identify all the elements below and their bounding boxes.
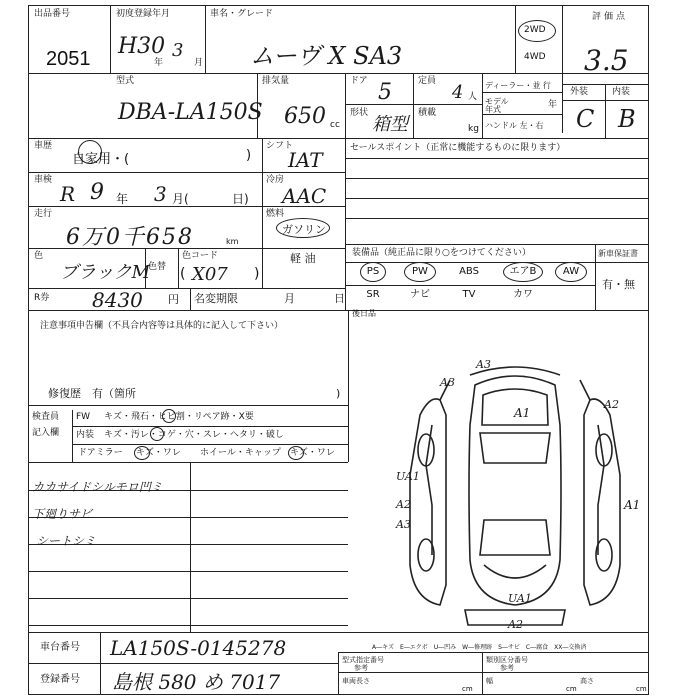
registration-month: 月 [284, 292, 295, 305]
mark-ua1-rear: UA1 [508, 592, 532, 605]
registration-day: 日 [334, 292, 345, 305]
mileage-value: 6万0千658 [66, 225, 194, 250]
equip-pw: PW [412, 266, 428, 277]
mirror-opts: キズ・ワレ [136, 448, 181, 458]
mark-ua1-left: UA1 [396, 470, 420, 483]
rear-items-label: 後日品 [352, 309, 376, 318]
load-label: 積載 [418, 108, 437, 118]
repair-label: 修復歴 有（箇所 [48, 387, 136, 400]
plate-value: 島根 580 め 7017 [112, 670, 281, 694]
equip-abs: ABS [459, 266, 479, 277]
first-reg-label: 初度登録年月 [116, 9, 171, 19]
plate-label: 登録番号 [40, 674, 80, 685]
exterior-score: C [576, 105, 595, 133]
interior-insp-text: キズ・汚レ・コゲ・穴・スレ・ヘタリ・破し [104, 430, 284, 440]
note-3: シートシミ [36, 534, 97, 548]
fuel-light: 軽 油 [290, 252, 316, 265]
equip-leather: カワ [513, 289, 533, 300]
capacity-unit: 人 [468, 92, 478, 102]
steering-label: ハンドル 左・右 [485, 121, 544, 130]
inspection-day-unit: 日) [232, 192, 249, 206]
type-value: DBA-LA150S [118, 100, 263, 125]
length-label: 車両長さ [342, 677, 370, 685]
wheel-opts: キズ・ワレ [290, 448, 335, 458]
equipment-label: 装備品（純正品に限り○をつけてください） [352, 248, 531, 258]
drive-2wd: 2WD [524, 25, 546, 35]
class-label: 類別区分番号 [486, 656, 528, 664]
ac-label: 冷房 [266, 175, 285, 185]
cert-sub: 参考 [354, 664, 368, 672]
ac-value: AAC [282, 184, 327, 208]
mark-a1-side: A1 [624, 498, 641, 512]
fuel-label: 燃料 [266, 209, 285, 219]
capacity-label: 定員 [418, 76, 437, 86]
displacement-unit: cc [330, 120, 340, 130]
mark-a2-left: A2 [396, 498, 411, 511]
note-1: カカサイドシルモロ凹ミ [32, 480, 163, 494]
displacement-value: 650 [284, 104, 326, 129]
height-unit: cm [636, 685, 647, 693]
recycle-value: 8430 [92, 288, 143, 312]
colorcode-value: X07 [192, 264, 228, 285]
exterior-label: 外装 [570, 87, 589, 97]
mark-a1-roof: A1 [514, 406, 531, 420]
sales-point-label: セールスポイント（正常に機能するものに限ります） [350, 143, 566, 153]
mileage-label: 走行 [34, 209, 53, 219]
shape-value: 箱型 [372, 114, 408, 135]
interior-circle [150, 427, 164, 441]
mirror-text: ドアミラー [78, 448, 123, 458]
fuel-value: ガソリン [282, 223, 326, 236]
modelyear-unit: 年 [548, 100, 558, 110]
load-unit: kg [468, 124, 479, 134]
colorcode-label: 色コード [182, 251, 219, 261]
mark-a3-left: A3 [440, 376, 455, 389]
recycle-unit: 円 [168, 293, 179, 306]
shift-label: シフト [266, 141, 294, 151]
chassis-label: 車台番号 [40, 642, 80, 653]
inspection-month: 3 [154, 182, 167, 206]
first-reg-year: H30 [118, 34, 166, 59]
notes-label: 注意事項申告欄（不具合内容等は具体的に記入して下さい） [40, 321, 284, 331]
model-label: 車名・グレード [210, 9, 274, 19]
width-label: 幅 [486, 677, 493, 685]
inspection-year: 9 [90, 180, 104, 205]
lot-number: 2051 [46, 48, 91, 70]
drive-4wd: 4WD [524, 52, 546, 62]
height-label: 高さ [580, 677, 594, 685]
fw-label: FW [76, 412, 91, 422]
equip-pw-circle [404, 262, 436, 282]
interior-label: 内装 [612, 87, 631, 97]
inspection-label: 車検 [34, 175, 53, 185]
score-label: 評価点 [592, 12, 629, 22]
width-unit: cm [566, 685, 577, 693]
interior-score: B [618, 105, 636, 133]
mark-a3-top: A3 [476, 358, 491, 371]
warranty-value: 有・無 [602, 278, 635, 291]
lot-label: 出品番号 [34, 9, 71, 19]
color-value: ブラックM [60, 262, 151, 283]
fw-circle [162, 409, 176, 423]
inspection-month-unit: 月( [172, 192, 189, 206]
wheel-text: ホイール・キャップ [200, 448, 281, 458]
shift-value: IAT [288, 148, 323, 172]
warranty-label: 新車保証書 [598, 249, 638, 258]
equip-tv: TV [462, 289, 476, 300]
damage-legend: A―キズ E―エクボ U―凹み W―修理跡 S―サビ C―腐食 XX―交換済 [372, 644, 587, 651]
first-reg-year-unit: 年 [154, 58, 164, 68]
recycle-label: R券 [34, 293, 50, 303]
equip-ps: PS [366, 266, 380, 277]
equip-aw-circle [555, 262, 587, 282]
registration-label: 名変期限 [194, 292, 238, 305]
doors-label: ドア [350, 76, 368, 86]
equip-navi: ナビ [410, 289, 430, 300]
modelyear-label: モデル年式 [485, 97, 509, 114]
inspection-year-unit: 年 [116, 192, 129, 206]
wheel-circle [288, 446, 304, 460]
first-reg-month: 3 [172, 40, 184, 61]
interior-insp-label: 内装 [76, 430, 95, 440]
equip-ps-circle [360, 262, 386, 282]
color-change-label: 色替 [148, 262, 167, 272]
repair-close: ) [336, 387, 341, 400]
model-value: ムーヴ X SA3 [250, 42, 403, 70]
inspection-era: R [60, 182, 76, 206]
equip-airbag-circle [503, 262, 543, 282]
cert-label: 型式指定番号 [342, 656, 384, 664]
inspector-label-1: 検査員 [32, 412, 60, 422]
mileage-unit: km [226, 237, 239, 246]
colorcode-close-paren: ) [254, 266, 260, 282]
displacement-label: 排気量 [262, 76, 290, 86]
doors-value: 5 [378, 80, 392, 105]
equip-aw: AW [562, 266, 580, 277]
fw-text: キズ・飛石・ヒビ割・リペア跡・X要 [104, 412, 254, 422]
equip-sr: SR [366, 289, 380, 300]
usage-value: 自家用・( [72, 152, 130, 167]
note-2: 下廻りサビ [32, 507, 93, 521]
mirror-circle [134, 446, 150, 460]
class-sub: 参考 [500, 664, 514, 672]
equip-airbag: エアB [509, 266, 537, 277]
usage-label: 車歴 [34, 141, 53, 151]
inspector-label-2: 記入欄 [32, 428, 60, 438]
type-label: 型式 [116, 76, 135, 86]
chassis-value: LA150S-0145278 [110, 636, 287, 660]
score-value: 3.5 [584, 44, 629, 77]
dealer-label: ディーラー・並 行 [485, 81, 551, 90]
color-label: 色 [34, 251, 44, 261]
mark-a2-right: A2 [604, 398, 619, 411]
length-unit: cm [462, 685, 473, 693]
shape-label: 形状 [350, 108, 369, 118]
mark-a3-left-lower: A3 [396, 518, 411, 531]
usage-close: ) [246, 148, 252, 163]
first-reg-month-unit: 月 [194, 58, 204, 68]
capacity-value: 4 [452, 82, 464, 103]
colorcode-open-paren: ( [180, 266, 186, 282]
mark-a2-rear: A2 [508, 618, 523, 631]
